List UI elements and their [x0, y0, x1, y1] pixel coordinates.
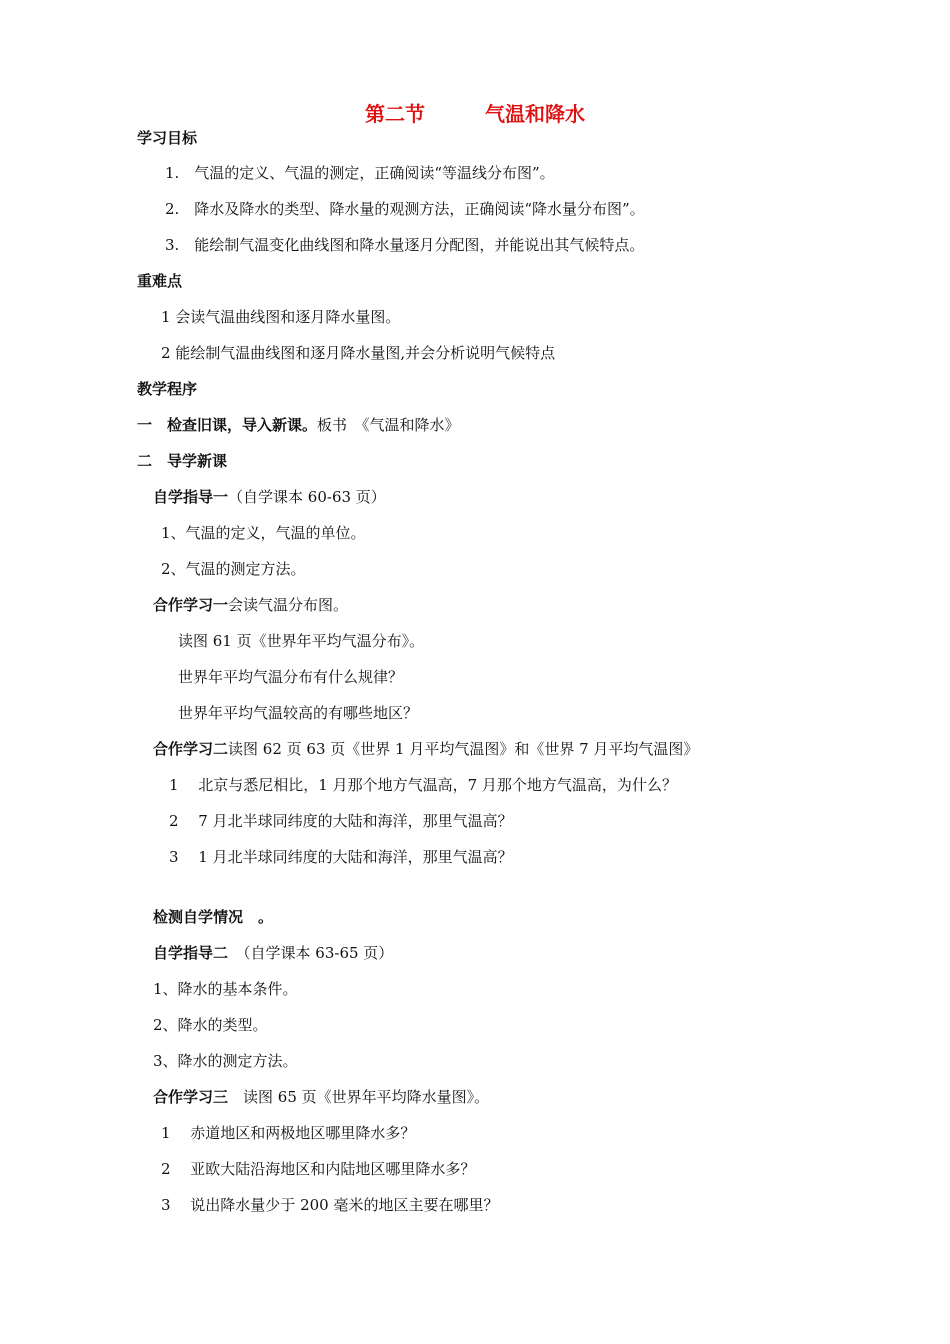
guide1-note: （自学课本 60-63 页）: [228, 488, 386, 506]
procedure-step-1-title: 一 检查旧课，导入新课。: [137, 416, 318, 434]
coop2-item-2: 2 7 月北半球同纬度的大陆和海洋，那里气温高？: [169, 812, 513, 830]
coop1-label: 合作学习一: [153, 596, 229, 614]
key-point-item-1: 1 会读气温曲线图和逐月降水量图。: [161, 308, 401, 326]
procedure-step-2: 二 导学新课: [137, 452, 228, 470]
title-section: 第二节: [365, 102, 425, 126]
coop2-text: 读图 62 页 63 页《世界 1 月平均气温图》和《世界 7 月平均气温图》: [228, 740, 699, 758]
objective-item-2: 2. 降水及降水的类型、降水量的观测方法，正确阅读“降水量分布图”。: [165, 200, 645, 218]
objectives-heading: 学习目标: [137, 129, 198, 147]
key-points-heading: 重难点: [137, 272, 183, 290]
guide1-heading: [153, 487, 386, 507]
procedure-heading: 教学程序: [137, 380, 198, 398]
coop3-item-3: 3 说出降水量少于 200 毫米的地区主要在哪里？: [161, 1196, 499, 1214]
coop1-item-3: 世界年平均气温较高的有哪些地区？: [178, 704, 419, 722]
coop2-item-3: 3 1 月北半球同纬度的大陆和海洋，那里气温高？: [169, 848, 513, 866]
objective-item-1: 1. 气温的定义、气温的测定，正确阅读“等温线分布图”。: [165, 164, 555, 182]
coop1-text: 会读气温分布图。: [228, 596, 349, 614]
guide2-item-3: 3、降水的测定方法。: [153, 1052, 298, 1070]
coop2-label: 合作学习二: [153, 740, 229, 758]
coop3-text: 读图 65 页《世界年平均降水量图》。: [228, 1088, 490, 1106]
coop1-item-1: 读图 61 页《世界年平均气温分布》。: [178, 632, 425, 650]
guide2-item-2: 2、降水的类型。: [153, 1016, 268, 1034]
coop3-heading: [153, 1087, 489, 1107]
guide2-heading: [153, 943, 393, 963]
coop1-item-2: 世界年平均气温分布有什么规律？: [178, 668, 404, 686]
coop1-heading: [153, 595, 348, 615]
guide2-note: （自学课本 63-65 页）: [228, 944, 394, 962]
title-topic: 气温和降水: [485, 102, 585, 126]
coop3-item-2: 2 亚欧大陆沿海地区和内陆地区哪里降水多？: [161, 1160, 476, 1178]
procedure-step-1: [137, 415, 460, 435]
coop2-item-1: 1 北京与悉尼相比，1 月那个地方气温高，7 月那个地方气温高，为什么？: [169, 776, 677, 794]
guide1-item-1: 1、气温的定义，气温的单位。: [161, 524, 366, 542]
coop3-label: 合作学习三: [153, 1088, 229, 1106]
guide2-label: 自学指导二: [153, 944, 229, 962]
key-point-item-2: 2 能绘制气温曲线图和逐月降水量图,并会分析说明气候特点: [161, 344, 556, 362]
guide1-label: 自学指导一: [153, 488, 229, 506]
coop3-item-1: 1 赤道地区和两极地区哪里降水多？: [161, 1124, 416, 1142]
guide2-item-1: 1、降水的基本条件。: [153, 980, 298, 998]
procedure-step-1-note: 板书 《气温和降水》: [317, 416, 460, 434]
coop2-heading: [153, 739, 698, 759]
guide1-item-2: 2、气温的测定方法。: [161, 560, 306, 578]
page-title: [0, 98, 950, 127]
check-heading: 检测自学情况 。: [153, 908, 274, 926]
objective-item-3: 3. 能绘制气温变化曲线图和降水量逐月分配图，并能说出其气候特点。: [165, 236, 645, 254]
